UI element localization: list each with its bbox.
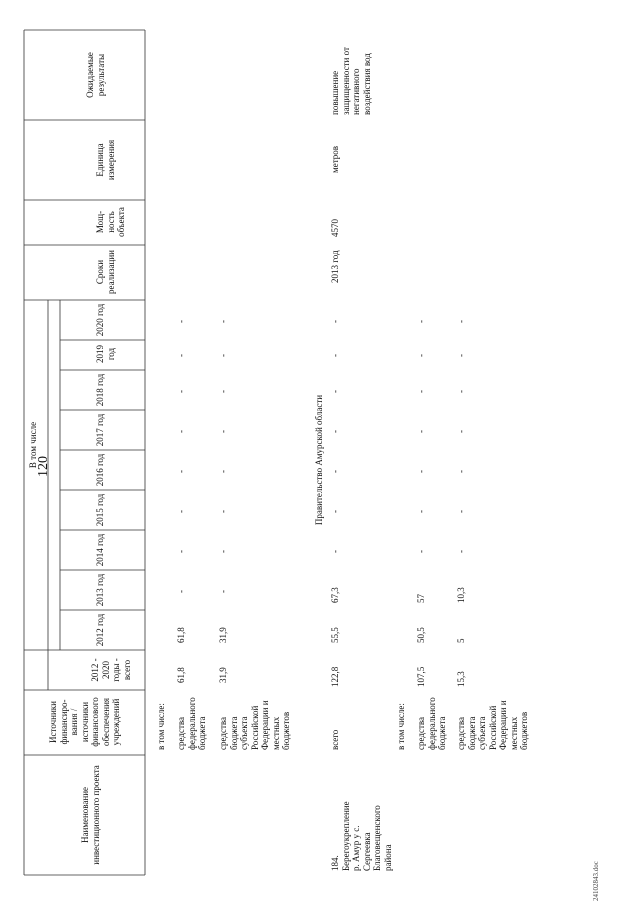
project-184-in-that: в том числе: [396,703,406,750]
project-184-name: 184. Берегоукрепление р. Амур у с. Сергеевка Благовещенского района [330,801,393,871]
block1-row2-2013: - [218,590,228,593]
document-footer: 24102843.doc [592,861,600,901]
project-184-row2-total: 15,3 [456,671,466,687]
block1-row1-2019: - [176,354,186,357]
block1-row2-2020: - [218,320,228,323]
project-184-row1-2020: - [416,320,426,323]
block1-row2-source: средства бюджета субъекта Российской Федерации и местных бюджетов [218,700,291,750]
project-184-row2-2013: 10,3 [456,587,466,603]
project-184-row1-2019: - [416,354,426,357]
block1-row1-2015: - [176,510,186,513]
project-184-2018: - [330,390,340,393]
section-title: Правительство Амурской области [314,394,324,526]
header-sources: Источники финансиро-вания / источники финансового обеспечения учреждений [48,697,121,747]
header-unit: Единица измерения [95,139,116,181]
project-184-row1-2014: - [416,550,426,553]
block1-row1-2016: - [176,470,186,473]
header-results: Ожидаемые результаты [85,52,106,98]
project-184-row1-source: средства федерального бюджета [416,697,447,750]
block1-row2-2019: - [218,354,228,357]
block1-row1-2013: - [176,590,186,593]
header-deadline: Сроки реализации [95,250,116,294]
project-184-2016: - [330,470,340,473]
header-capacity: Мощ-ность объекта [95,207,126,237]
block1-row2-2017: - [218,430,228,433]
header-year-2012: 2012 год [95,613,105,647]
project-184-row2-2019: - [456,354,466,357]
header-year-2014: 2014 год [95,533,105,567]
project-184-row1-2017: - [416,430,426,433]
block1-row2-2015: - [218,510,228,513]
project-184-row1-2016: - [416,470,426,473]
block1-row2-2012: 31,9 [218,627,228,643]
header-project: Наименование инвестиционного проекта [80,765,101,865]
project-184-2020: - [330,320,340,323]
project-184-source: всего [330,729,340,750]
header-in-that: В том числе [28,421,38,469]
page-number: 120 [36,456,51,477]
project-184-row1-2018: - [416,390,426,393]
block1-row2-total: 31,9 [218,667,228,683]
project-184-2015: - [330,510,340,513]
project-184-capacity: 4570 [330,219,340,237]
header-year-2018: 2018 год [95,373,105,407]
project-184-row2-source: средства бюджета субъекта Российской Федерации и местных бюджетов [456,700,529,750]
header-total: 2012 - 2020 годы - всего [90,658,132,682]
project-184-row2-2017: - [456,430,466,433]
header-year-2017: 2017 год [95,413,105,447]
header-year-2019: 2019 год [95,345,116,363]
header-year-2016: 2016 год [95,453,105,487]
block1-row1-2018: - [176,390,186,393]
block1-row2-2014: - [218,550,228,553]
project-184-total: 122,8 [330,666,340,687]
project-184-2014: - [330,550,340,553]
header-year-2013: 2013 год [95,573,105,607]
project-184-row2-2018: - [456,390,466,393]
project-184-2013: 67,3 [330,587,340,603]
project-184-2019: - [330,354,340,357]
block1-row1-source: средства федерального бюджета [176,697,207,750]
project-184-deadline: 2013 год [330,250,340,283]
block1-row1-2017: - [176,430,186,433]
project-184-result: повышение защищенности от негативного воздействия вод [330,47,372,115]
block1-row1-total: 61,8 [176,667,186,683]
block1-row1-2012: 61,8 [176,627,186,643]
project-184-row2-2014: - [456,550,466,553]
header-year-2015: 2015 год [95,493,105,527]
project-184-row2-2012: 5 [456,638,466,643]
block1-row1-2020: - [176,320,186,323]
project-184-2017: - [330,430,340,433]
block1-row2-2018: - [218,390,228,393]
project-184-unit: метров [330,146,340,173]
block1-row1-2014: - [176,550,186,553]
project-184-row1-2012: 50,5 [416,627,426,643]
project-184-row1-2015: - [416,510,426,513]
project-184-row2-2016: - [456,470,466,473]
block1-in-that: в том числе: [156,703,166,750]
project-184-row2-2015: - [456,510,466,513]
project-184-row1-total: 107,5 [416,666,426,687]
project-184-2012: 55,5 [330,627,340,643]
block1-row2-2016: - [218,470,228,473]
project-184-row1-2013: 57 [416,594,426,603]
project-184-row2-2020: - [456,320,466,323]
header-year-2020: 2020 год [95,303,105,337]
